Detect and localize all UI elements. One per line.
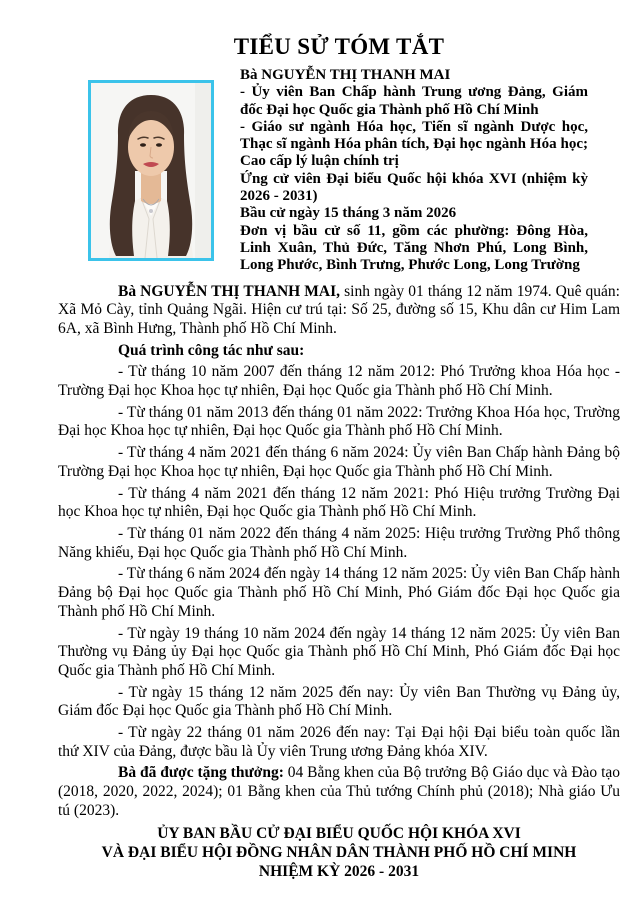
intro-text: sinh ngày 01 tháng 12 năm 1974. Quê quán: Xã Mỏ Cày, tỉnh Quảng Ngãi. Hiện cư trú tại: Số 25, đường số 15, Khu dân cư Him Lam 6A, xã Bình Hưng, Thành phố Hồ Chí Minh. bbox=[58, 282, 620, 337]
candidate-name: Bà NGUYỄN THỊ THANH MAI bbox=[240, 67, 451, 83]
candidate-info-line: - Giáo sư ngành Hóa học, Tiến sĩ ngành Dược học, Thạc sĩ ngành Hóa phân tích, Đại học ngành Hóa học; Cao cấp lý luận chính trị bbox=[240, 118, 588, 170]
candidate-info-line: Bầu cử ngày 15 tháng 3 năm 2026 bbox=[240, 205, 457, 222]
footer-line: NHIỆM KỲ 2026 - 2031 bbox=[258, 863, 420, 881]
header-section bbox=[58, 67, 620, 275]
career-item: - Từ ngày 22 tháng 01 năm 2026 đến nay: Tại Đại hội Đại biểu toàn quốc lần thứ XIV của Đảng, được bầu là Ủy viên Trung ương Đảng khóa XIV. bbox=[58, 724, 620, 760]
career-item: - Từ ngày 19 tháng 10 năm 2024 đến ngày 14 tháng 12 năm 2025: Ủy viên Ban Thường vụ Đảng ủy Đại học Quốc gia Thành phố Hồ Chí Minh, Phó Giám đốc Đại học Quốc gia Thành phố Hồ Chí Minh. bbox=[58, 624, 620, 679]
page-title: TIỂU SỬ TÓM TẮT bbox=[233, 34, 445, 59]
candidate-info-line: - Ủy viên Ban Chấp hành Trung ương Đảng, Giám đốc Đại học Quốc gia Thành phố Hồ Chí Minh bbox=[240, 84, 588, 118]
awards-paragraph bbox=[58, 764, 620, 820]
career-item: - Từ tháng 01 năm 2013 đến tháng 01 năm 2022: Trưởng Khoa Hóa học, Trường Đại học Khoa học tự nhiên, Đại học Quốc gia Thành phố Hồ Chí Minh. bbox=[58, 403, 620, 440]
career-item: - Từ tháng 01 năm 2022 đến tháng 4 năm 2025: Hiệu trưởng Trường Phổ thông Năng khiếu, Đại học Quốc gia Thành phố Hồ Chí Minh. bbox=[58, 525, 620, 561]
portrait-photo-illustration bbox=[91, 83, 211, 258]
awards-heading-bold: Bà đã được tặng thưởng: bbox=[118, 764, 284, 782]
awards-text: 04 Bằng khen của Bộ trưởng Bộ Giáo dục và Đào tạo (2018, 2020, 2022, 2024); 01 Bằng khen của Thủ tướng Chính phủ (2018); Nhà giáo Ưu tú (2023). bbox=[58, 764, 621, 819]
candidate-info-block bbox=[240, 67, 588, 275]
candidate-info-line: Đơn vị bầu cử số 11, gồm các phường: Đông Hòa, Linh Xuân, Thủ Đức, Tăng Nhơn Phú, Long Bình, Long Phước, Bình Trưng, Phước Long, Long Trường bbox=[240, 222, 588, 274]
intro-paragraph bbox=[58, 283, 620, 339]
biography-body bbox=[58, 283, 620, 821]
candidate-info-line: Ứng cử viên Đại biểu Quốc hội khóa XVI (nhiệm kỳ 2026 - 2031) bbox=[240, 170, 588, 205]
career-item: - Từ ngày 15 tháng 12 năm 2025 đến nay: Ủy viên Ban Thường vụ Đảng ủy, Giám đốc Đại học Quốc gia Thành phố Hồ Chí Minh. bbox=[58, 683, 620, 720]
career-item: - Từ tháng 4 năm 2021 đến tháng 6 năm 2024: Ủy viên Ban Chấp hành Đảng bộ Trường Đại học Khoa học tự nhiên, Đại học Quốc gia Thành phố Hồ Chí Minh. bbox=[58, 444, 620, 480]
intro-name-bold: Bà NGUYỄN THỊ THANH MAI, bbox=[118, 282, 341, 300]
candidate-photo bbox=[88, 80, 214, 261]
career-item: - Từ tháng 4 năm 2021 đến tháng 12 năm 2021: Phó Hiệu trưởng Trường Đại học Khoa học tự nhiên, Đại học Quốc gia Thành phố Hồ Chí Minh. bbox=[58, 484, 620, 521]
election-committee-footer bbox=[58, 824, 620, 882]
career-heading: Quá trình công tác như sau: bbox=[118, 341, 305, 359]
footer-line: VÀ ĐẠI BIỂU HỘI ĐỒNG NHÂN DÂN THÀNH PHỐ HỒ CHÍ MINH bbox=[101, 843, 577, 861]
career-item: - Từ tháng 6 năm 2024 đến ngày 14 tháng 12 năm 2025: Ủy viên Ban Chấp hành Đảng bộ Đại học Quốc gia Thành phố Hồ Chí Minh, Phó Giám đốc Đại học Quốc gia Thành phố Hồ Chí Minh. bbox=[58, 565, 620, 620]
footer-line: ỦY BAN BẦU CỬ ĐẠI BIỂU QUỐC HỘI KHÓA XVI bbox=[157, 824, 521, 842]
career-item: - Từ tháng 10 năm 2007 đến tháng 12 năm 2012: Phó Trưởng khoa Hóa học - Trường Đại học Khoa học tự nhiên, Đại học Quốc gia Thành phố Hồ Chí Minh. bbox=[58, 363, 620, 400]
